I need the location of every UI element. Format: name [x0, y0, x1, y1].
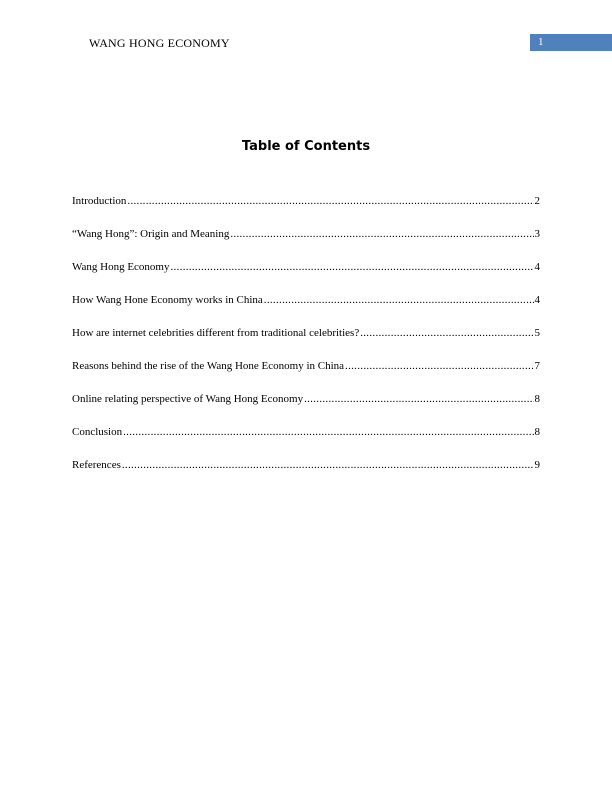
toc-entry-page: 9: [534, 459, 540, 471]
dot-leader: [122, 459, 534, 471]
toc-entry-title: How Wang Hone Economy works in China: [72, 294, 263, 306]
toc-entry-title: Introduction: [72, 195, 127, 207]
toc-entry-title: References: [72, 459, 121, 471]
toc-entry-page: 5: [534, 327, 540, 339]
toc-entry-page: 2: [534, 195, 540, 207]
toc-entry-title: How are internet celebrities different from traditional celebrities?: [72, 327, 360, 339]
page-number-badge: 1: [530, 34, 612, 51]
toc-entry-conclusion[interactable]: [72, 426, 540, 459]
toc-entry-page: 7: [534, 360, 540, 372]
toc-entry-page: 3: [534, 228, 540, 240]
toc-entry-title: Conclusion: [72, 426, 123, 438]
toc-title: Table of Contents: [241, 139, 371, 154]
dot-leader: [230, 228, 533, 240]
dot-leader: [127, 195, 533, 207]
dot-leader: [345, 360, 533, 372]
toc-entry-page: 4: [534, 294, 540, 306]
dot-leader: [304, 393, 533, 405]
toc-entry-page: 8: [534, 426, 540, 438]
toc-entry-title: Reasons behind the rise of the Wang Hone Economy in China: [72, 360, 345, 372]
dot-leader: [264, 294, 534, 306]
toc-entry-title: Wang Hong Economy: [72, 261, 170, 273]
toc-entry-introduction[interactable]: [72, 195, 540, 228]
toc-entry-online-perspective[interactable]: [72, 393, 540, 426]
toc-entry-how-it-works[interactable]: [72, 294, 540, 327]
dot-leader: [360, 327, 533, 339]
toc-entry-wang-hong-economy[interactable]: [72, 261, 540, 294]
dot-leader: [123, 426, 533, 438]
toc-entry-reasons-rise[interactable]: [72, 360, 540, 393]
toc-entry-origin-meaning[interactable]: [72, 228, 540, 261]
toc-entry-page: 8: [534, 393, 540, 405]
toc-entry-page: 4: [534, 261, 540, 273]
toc-entry-title: “Wang Hong”: Origin and Meaning: [72, 228, 230, 240]
running-head: WANG HONG ECONOMY: [89, 36, 230, 50]
table-of-contents: [72, 195, 540, 492]
toc-entry-celebrities-difference[interactable]: [72, 327, 540, 360]
toc-entry-references[interactable]: [72, 459, 540, 492]
toc-entry-title: Online relating perspective of Wang Hong Economy: [72, 393, 304, 405]
dot-leader: [171, 261, 534, 273]
